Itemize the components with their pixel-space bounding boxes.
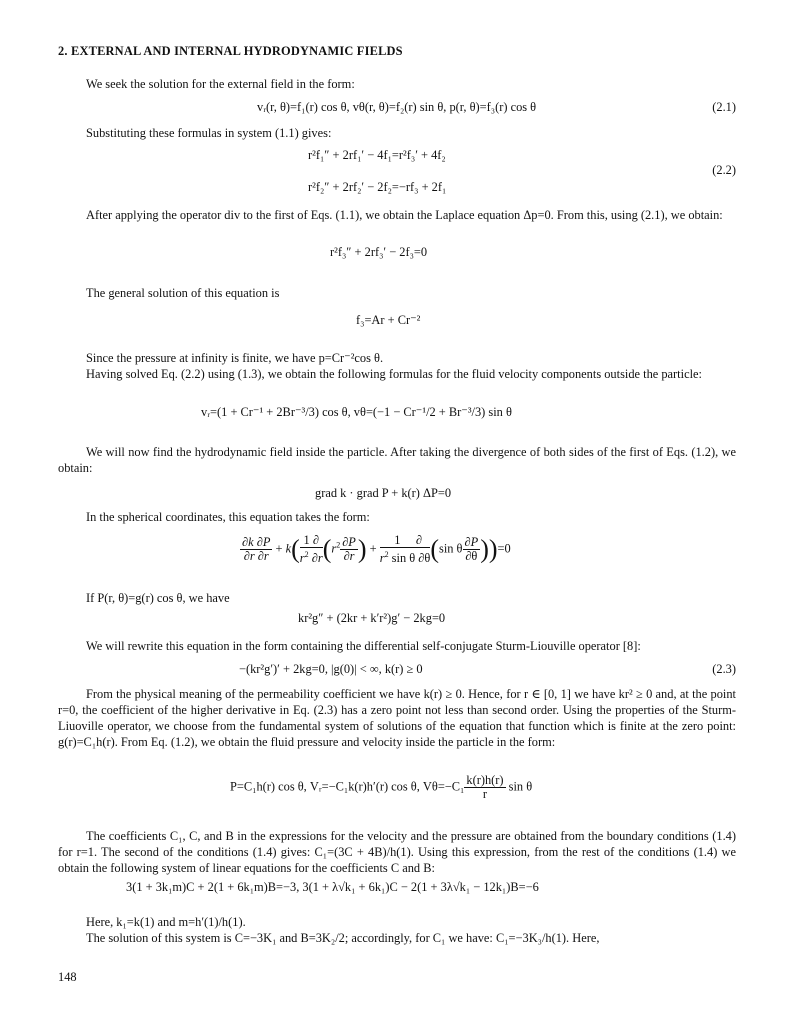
fraction-denominator: r xyxy=(482,787,488,801)
paragraph: We seek the solution for the external field in the form: xyxy=(86,77,355,91)
equation-grad: grad k · grad P + k(r) ΔP=0 xyxy=(315,486,452,500)
paragraph: Having solved Eq. (2.2) using (1.3), we obtain the following formulas for the fluid velocity components outside the particle: xyxy=(86,367,702,381)
page-number: 148 xyxy=(58,970,77,984)
paragraph: If P(r, θ)=g(r) cos θ, we have xyxy=(86,591,230,605)
equation-2-2b: r²f₂″ + 2rf₂′ − 2f₂=−rf₃ + 2f₁ xyxy=(308,180,447,194)
equation-number: (2.2) xyxy=(712,163,736,177)
paragraph: After applying the operator div to the first of Eqs. (1.1), we obtain the Laplace equation Δp=0. From this, using (2.1), we obtain: xyxy=(86,208,723,222)
paragraph: Here, k₁=k(1) and m=h′(1)/h(1). xyxy=(86,915,246,929)
paragraph: Since the pressure at infinity is finite, we have p=Cr⁻²cos θ. xyxy=(86,351,384,365)
equation-g: kr²g″ + (2kr + k′r²)g′ − 2kg=0 xyxy=(298,611,446,625)
equation-number: (2.3) xyxy=(712,662,736,676)
paragraph: In the spherical coordinates, this equation takes the form: xyxy=(86,510,370,524)
paragraph: Substituting these formulas in system (1.1) gives: xyxy=(86,126,332,140)
equation-velocity: vᵣ=(1 + Cr⁻¹ + 2Br⁻³/3) cos θ, vθ=(−1 − Cr⁻¹/2 + Br⁻³/3) sin θ xyxy=(201,405,512,419)
equation-inside xyxy=(230,774,532,801)
equation-number: (2.1) xyxy=(712,100,736,114)
equation-2-3: −(kr²g′)′ + 2kg=0, |g(0)| < ∞, k(r) ≥ 0 xyxy=(239,662,423,676)
equation-2-2a: r²f₁″ + 2rf₁′ − 4f₁=r²f₃′ + 4f₂ xyxy=(308,148,446,162)
paragraph: The general solution of this equation is xyxy=(86,286,280,300)
equation-spherical: $\frac{\partial k \partial P}{\partial r \partial r}$ + k( $\frac{1 \partial}{r^2 \partial r}$ ($r^2$ $\frac{\partial P}{\partial r}$ ) + $\frac{1 \partial}{r^2 \sin \theta \partial\theta}$ (sin θ $\frac{\partial P}{\partial\theta}$ ))=0 xyxy=(242,533,511,565)
section-heading: 2. EXTERNAL AND INTERNAL HYDRODYNAMIC FIELDS xyxy=(58,44,403,58)
equation-2-1: vᵣ(r, θ)=f₁(r) cos θ, vθ(r, θ)=f₂(r) sin θ, p(r, θ)=f₃(r) cos θ xyxy=(257,100,537,114)
equation-laplace: r²f₃″ + 2rf₃′ − 2f₃=0 xyxy=(330,245,428,259)
equation-general-solution: f₃=Ar + Cr⁻² xyxy=(356,313,421,327)
paragraph: The solution of this system is C=−3K₁ and B=3K₂/2; accordingly, for C₁ we have: C₁=−3K₃/h(1). Here, xyxy=(86,931,600,945)
paragraph: From the physical meaning of the permeability coefficient we have k(r) ≥ 0. Hence, for r ∈ [0, 1] we have kr² ≥ 0 and, at the point r=0, the coefficient of the higher derivative in Eq. (2.3) has a zero point not less than second order. Using the properties of the Sturm-Liuoville operator, we choose from the fundamental system of solutions of the equation that function which is finite at the zero point: g(r)=C₁h(r). From Eq. (1.2), we obtain the fluid pressure and velocity inside the particle in the form: xyxy=(58,687,736,749)
paragraph: We will now find the hydrodynamic field inside the particle. After taking the divergence of both sides of the first of Eqs. (1.2), we obtain: xyxy=(58,445,736,475)
paragraph: The coefficients C₁, C, and B in the expressions for the velocity and the pressure are obtained from the boundary conditions (1.4) for r=1. The second of the conditions (1.4) gives: C₁=(3C + 4B)/h(1). Using this expression, from the rest of the conditions (1.4) we obtain the following system of linear equations for the coefficients C and B: xyxy=(58,829,736,875)
equation-inside-left: P=C₁h(r) cos θ, Vᵣ=−C₁k(r)h′(r) cos θ, Vθ=−C₁ xyxy=(230,779,465,794)
paragraph: We will rewrite this equation in the form containing the differential self-conjugate Sturm-Liouville operator [8]: xyxy=(86,639,641,653)
fraction-numerator: k(r)h(r) xyxy=(466,773,504,787)
equation-system: 3(1 + 3k₁m)C + 2(1 + 6k₁m)B=−3, 3(1 + λ√k₁ + 6k₁)C − 2(1 + 3λ√k₁ − 12k₁)B=−6 xyxy=(126,880,539,894)
equation-inside-right: sin θ xyxy=(508,779,533,794)
